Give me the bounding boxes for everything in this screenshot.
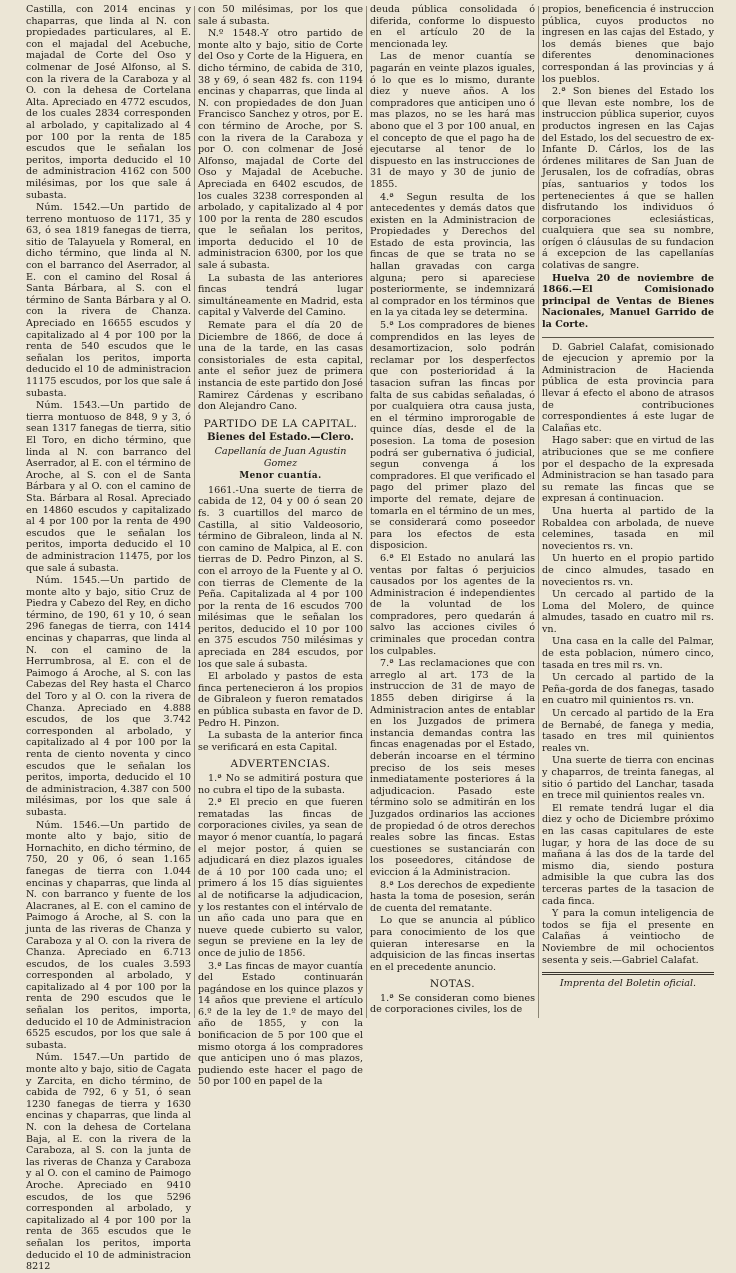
column-rule <box>538 6 539 1018</box>
column-3 <box>370 4 535 1020</box>
paragraph: Núm. 1545.—Un partido de monte alto y bajo, sitio Cruz de Piedra y Cabezo del Rey, en dicho término, de 190, 61 y 10, ó sean 296 fanegas de tierra, con 1414 encinas y chaparras, que linda al N. con el camino de la Herrumbrosa, al E. con el de Paimogo á Aroche, al S. con las Cabezas del Rey hasta el Charco del Toro y al O. con la rivera de Chanza. Apreciado en 4.888 escudos, de los que 3.742 corresponden al arbolado, y capitalizado al 4 por 100 por la renta de ciento noventa y cinco escudos que le señalan los peritos, importa, deducido el 10 de administracion, 4.387 con 500 milésimas, por los que sale á subasta. <box>26 575 191 818</box>
paragraph: con 50 milésimas, por los que sale á subasta. <box>198 4 363 27</box>
paragraph: Hago saber: que en virtud de las atribuciones que se me confiere por el despacho de la expresada Administracion se han tasado para su remate las fincas que se expresan á continuacion. <box>542 435 714 505</box>
column-2 <box>198 4 363 1088</box>
paragraph: Núm. 1542.—Un partido de terreno montuoso de 1171, 35 y 63, ó sea 1819 fanegas de tierra, sitio de Talayuela y Romeral, en dicho término, que linda al N. con el barranco del Aserrador, al E. con el camino del Rosal á Santa Bárbara, al S. con el término de Santa Bárbara y al O. con la rivera de Chanza. Apreciado en 16655 escudos y capitalizado al 4 por 100 por la renta de 540 escudos que le señalan los peritos, importa deducido el 10 de administracion 11175 escudos, por los que sale á subasta. <box>26 202 191 399</box>
paragraph: Núm. 1547.—Un partido de monte alto y bajo, sitio de Cagata y Zarcita, en dicho término, de cabida de 792, 6 y 51, ó sean 1230 fanegas de tierra y 1630 encinas y chaparras, que linda al N. con la dehesa de Cortelana Baja, al E. con la rivera de la Caraboza, al S. con la junta de las riveras de Chanza y Caraboza y al O. con el camino de Paimogo Aroche. Apreciado en 9410 escudos, de los que 5296 corresponden al arbolado, y capitalizado al 4 por 100 por la renta de 365 escudos que le señalan los peritos, importa deducido el 10 de administracion 8212 <box>26 1052 191 1273</box>
paragraph: Una huerta al partido de la Robaldea con arbolada, de nueve celemines, tasada en mil novecientos rs. vn. <box>542 505 714 552</box>
paragraph: Castilla, con 2014 encinas y chaparras, que linda al N. con propiedades particulares, al E. con el majadal del Acebuche, majadal de Corte del Oso y colmenar de José Alfonso, al S. con la rivera de la Caraboza y al O. con la dehesa de Cortelana Alta. Apreciado en 4772 escudos, de los cuales 2834 corresponden al arbolado, y capitalizado al 4 por 100 por la renta de 185 escudos que le señalan los peritos, importa deducido el 10 de administracion 4162 con 500 milésimas, por los que sale á subasta. <box>26 4 191 201</box>
paragraph: Un cercado al partido de la Peña-gorda de dos fanegas, tasado en cuatro mil quinientos rs. vn. <box>542 672 714 707</box>
paragraph: 7.ª Las reclamaciones que con arreglo al art. 173 de la instruccion de 31 de mayo de 1855 deben dirigirse á la Administracion antes de entablar en los Juzgados de primera instancia demandas contra las fincas enagenadas por el Estado, deberán incoarse en el término preciso de los seis meses inmediatamente posteriores á la adjudicacion. Pasado este término solo se admitirán en los Juzgados ordinarios las acciones de propiedad ó de otros derechos reales sobre las fincas. Estas cuestiones se sustanciarán con los poseedores, citándose de eviccion á la Administracion. <box>370 658 535 878</box>
advertencia: 3.ª Las fincas de mayor cuantía del Estado continuarán pagándose en los quince plazos y 14 años que previene el artículo 6.º de la ley de 1.º de mayo del año de 1855, y con la bonificacion de 5 por 100 que el mismo otorga á los compradores que anticipen uno ó mas plazos, pudiendo este hacer el pago de 50 por 100 en papel de la <box>198 960 363 1088</box>
paragraph: N.º 1548.-Y otro partido de monte alto y bajo, sitio de Corte del Oso y Corte de la Higuera, en dicho término, de cabida de 310, 38 y 69, ó sean 482 fs. con 1194 encinas y chaparras, que linda al N. con propiedades de don Juan Francisco Sanchez y otros, por E. con término de Aroche, por S. con la rivera de la Caraboza y por O. con colmenar de José Alfonso, majadal de Corte del Oso y Majadal de Acebuche. Apreciada en 6402 escudos, de los cuales 3238 corresponden al arbolado, y capitalizado al 4 por 100 por la renta de 280 escudos que le señalan los peritos, importa deducido el 10 de administracion 6300, por los que sale á subasta. <box>198 28 363 272</box>
paragraph: Núm. 1543.—Un partido de tierra montuoso de 848, 9 y 3, ó sean 1317 fanegas de tierra, sitio El Toro, en dicho término, que linda al N. con barranco del Aserrador, al E. con el término de Aroche, al S. con el de Santa Bárbara y al O. con el camino de Sta. Bárbara al Rosal. Apreciado en 14860 escudos y capitalizado al 4 por 100 por la renta de 490 escudos que le señalan los peritos, importa deducido el 10 de administracion 11475, por los que sale á subasta. <box>26 400 191 574</box>
paragraph: propios, beneficencia é instruccion pública, cuyos productos no ingresen en las cajas del Estado, y los demás bienes que bajo diferentes denominaciones correspondan á las provincias y á los pueblos. <box>542 4 714 85</box>
paragraph: Un huerto en el propio partido de cinco almudes, tasado en novecientos rs. vn. <box>542 553 714 588</box>
paragraph: La subasta de la anterior finca se verificará en esta Capital. <box>198 730 363 753</box>
paragraph: Remate para el día 20 de Diciembre de 1866, de doce á una de la tarde, en las casas consistoriales de esta capital, ante el señor juez de primera instancia de este partido don José Ramirez Cárdenas y escribano don Alejandro Cano. <box>198 320 363 413</box>
advertencia: 1.ª No se admitirá postura que no cubra el tipo de la subasta. <box>198 773 363 796</box>
paragraph: Lo que se anuncia al público para conocimiento de los que quieran interesarse en la adquisicion de las fincas insertas en el precedente anuncio. <box>370 915 535 973</box>
column-rule <box>194 6 195 1018</box>
paragraph: Una casa en la calle del Palmar, de esta poblacion, número cinco, tasada en tres mil rs. vn. <box>542 636 714 671</box>
paragraph: 8.ª Los derechos de expediente hasta la toma de posesion, serán de cuenta del rematante. <box>370 879 535 914</box>
paragraph: Las de menor cuantía se pagarán en veinte plazos iguales, ó lo que es lo mismo, durante diez y nueve años. A los compradores que anticipen uno ó mas plazos, no se les hará mas abono que el 3 por 100 anual, en el concepto de que el pago ha de ejecutarse al tenor de lo dispuesto en las instrucciones de 31 de mayo y 30 de junio de 1855. <box>370 51 535 190</box>
paragraph: 4.ª Segun resulta de los antecedentes y demás datos que existen en la Administracion de Propiedades y Derechos del Estado de esta provincia, las fincas de que se trata no se hallan gravadas con carga alguna; pero si apareciese posteriormente, se indemnizará al comprador en los términos que en la ya citada ley se determina. <box>370 191 535 319</box>
paragraph: D. Gabriel Calafat, comisionado de ejecucion y apremio por la Administracion de Hacienda pública de esta provincia para llevar á efecto el abono de atrasos de contribuciones correspondientes á este lugar de Calañas etc. <box>542 341 714 434</box>
paragraph: Y para la comun inteligencia de todos se fija el presente en Calañas á veintiocho de Noviembre de mil ochocientos sesenta y seis.—Gabriel Calafat. <box>542 908 714 966</box>
paragraph: 2.ª Son bienes del Estado los que llevan este nombre, los de instruccion pública superior, cuyos productos ingresen en las Cajas del Estado, los del secuestro de ex-Infante D. Cárlos, los de las órdenes militares de San Juan de Jerusalen, los de cofradías, obras pías, santuarios y todos los pertenecientes á que se hallen disfrutando los individuos ó corporaciones eclesiásticas, cualquiera que sea su nombre, orígen ó cláusulas de su fundacion á excepcion de las capellanías colativas de sangre. <box>542 86 714 272</box>
paragraph: deuda pública consolidada ó diferida, conforme lo dispuesto en el artículo 20 de la mencionada ley. <box>370 4 535 50</box>
paragraph: 5.ª Los compradores de bienes comprendidos en las leyes de desamortizacion, solo podrán reclamar por los desperfectos que con posterioridad á la tasacion sufran las fincas por falta de sus cabidas señaladas, ó por cualquiera otra causa justa, en el término improrogable de quince días, desde el de la posesion. La toma de posesion podrá ser gubernativa ó judicial, segun convenga á los compradores. El que verificado el pago del primer plazo del importe del remate, dejare de tomarla en el término de un mes, se considerará como poseedor para los efectos de esta disposicion. <box>370 320 535 552</box>
notas-title: NOTAS. <box>429 978 476 991</box>
advertencias-title: ADVERTENCIAS. <box>230 758 331 771</box>
section-subtitle: Bienes del Estado.—Clero. <box>207 432 354 444</box>
double-divider <box>542 972 714 975</box>
paragraph: Un cercado al partido de la Era de Bernabé, de fanega y media, tasado en tres mil quinientos reales vn. <box>542 708 714 754</box>
paragraph: 1661.-Una suerte de tierra de cabida de 12, 04 y 00 ó sean 20 fs. 3 cuartillos del marco de Castilla, al sitio Valdeosorio, término de Gibraleon, linda al N. con camino de Malpica, al E. con tierras de D. Pedro Pinzon, al S. con el arroyo de la Fuente y al O. con tierras de Clemente de la Peña. Capitalizada al 4 por 100 por la renta de 16 escudos 700 milésimas que le señalan los peritos, deducido el 10 por 100 en 375 escudos 750 milésimas y apreciada en 284 escudos, por los que sale á subasta. <box>198 484 363 670</box>
paragraph: La subasta de las anteriores fincas tendrá lugar simultáneamente en Madrid, esta capital y Valverde del Camino. <box>198 272 363 319</box>
printer-line: Imprenta del Boletin oficial. <box>559 978 697 990</box>
paragraph: El remate tendrá lugar el dia diez y ocho de Diciembre próximo en las casas capitulares de este lugar, y hora de las doce de su mañana á las dos de la tarde del mismo dia, siendo postura admisible la que cubra las dos terceras partes de la tasacion de cada finca. <box>542 802 714 907</box>
dateline-signature: Huelva 20 de noviembre de 1866.—El Comisionado principal de Ventas de Bienes Nacionales, Manuel Garrido de la Corte. <box>542 272 714 331</box>
column-4 <box>542 4 714 1020</box>
paragraph: El arbolado y pastos de esta finca pertenecieron á los propios de Gibraleon y fueron rematados en pública subasta en favor de D. Pedro H. Pinzon. <box>198 671 363 729</box>
divider <box>542 337 714 338</box>
section-title: PARTIDO DE LA CAPITAL. <box>203 417 358 430</box>
capellania-heading: Capellanía de Juan Agustin Gomez <box>214 445 347 469</box>
column-rule <box>366 6 367 1018</box>
paragraph: Un cercado al partido de la Loma del Molero, de quince almudes, tasado en cuatro mil rs. vn. <box>542 589 714 635</box>
nota: 1.ª Se consideran como bienes de corporaciones civiles, los de <box>370 992 535 1016</box>
paragraph: Núm. 1546.—Un partido de monte alto y bajo, sitio de Hornachito, en dicho término, de 750, 20 y 06, ó sean 1.165 fanegas de tierra con 1.044 encinas y chaparras, que linda al N. con barranco y fuente de los Alacranes, al E. con el camino de Paimogo á Aroche, al S. con la junta de las riveras de Chanza y Caraboza y al O. con la rivera de Chanza. Apreciado en 6.713 escudos, de los cuales 3.593 corresponden al arbolado, y capitalizado al 4 por 100 por la renta de 290 escudos que le señalan los peritos, importa, deducido el 10 de Administracion 6525 escudos, por los que sale á subasta. <box>26 819 191 1051</box>
paragraph: 6.ª El Estado no anulará las ventas por faltas ó perjuicios causados por los agentes de la Administracion é independientes de la voluntad de los compradores, pero quedarán á salvo las acciones civiles ó criminales que procedan contra los culpables. <box>370 552 535 657</box>
paragraph: Una suerte de tierra con encinas y chaparros, de treinta fanegas, al sitio ó partido del Lanchar, tasada en trece mil quinientos reales vn. <box>542 755 714 802</box>
menor-cuantia-heading: Menor cuantía. <box>239 471 322 482</box>
advertencia: 2.ª El precio en que fueren rematadas las fincas de corporaciones civiles, ya sean de mayor ó menor cuantía, lo pagará el mejor postor, á quien se adjudicará en diez plazos iguales de á 10 por 100 cada uno; el primero á los 15 días siguientes al de notificarse la adjudicacion, y los restantes con el intérvalo de un año cada uno para que en nueve quede cubierto su valor, segun se previene en la ley de once de julio de 1856. <box>198 797 363 959</box>
column-1 <box>26 4 191 1273</box>
